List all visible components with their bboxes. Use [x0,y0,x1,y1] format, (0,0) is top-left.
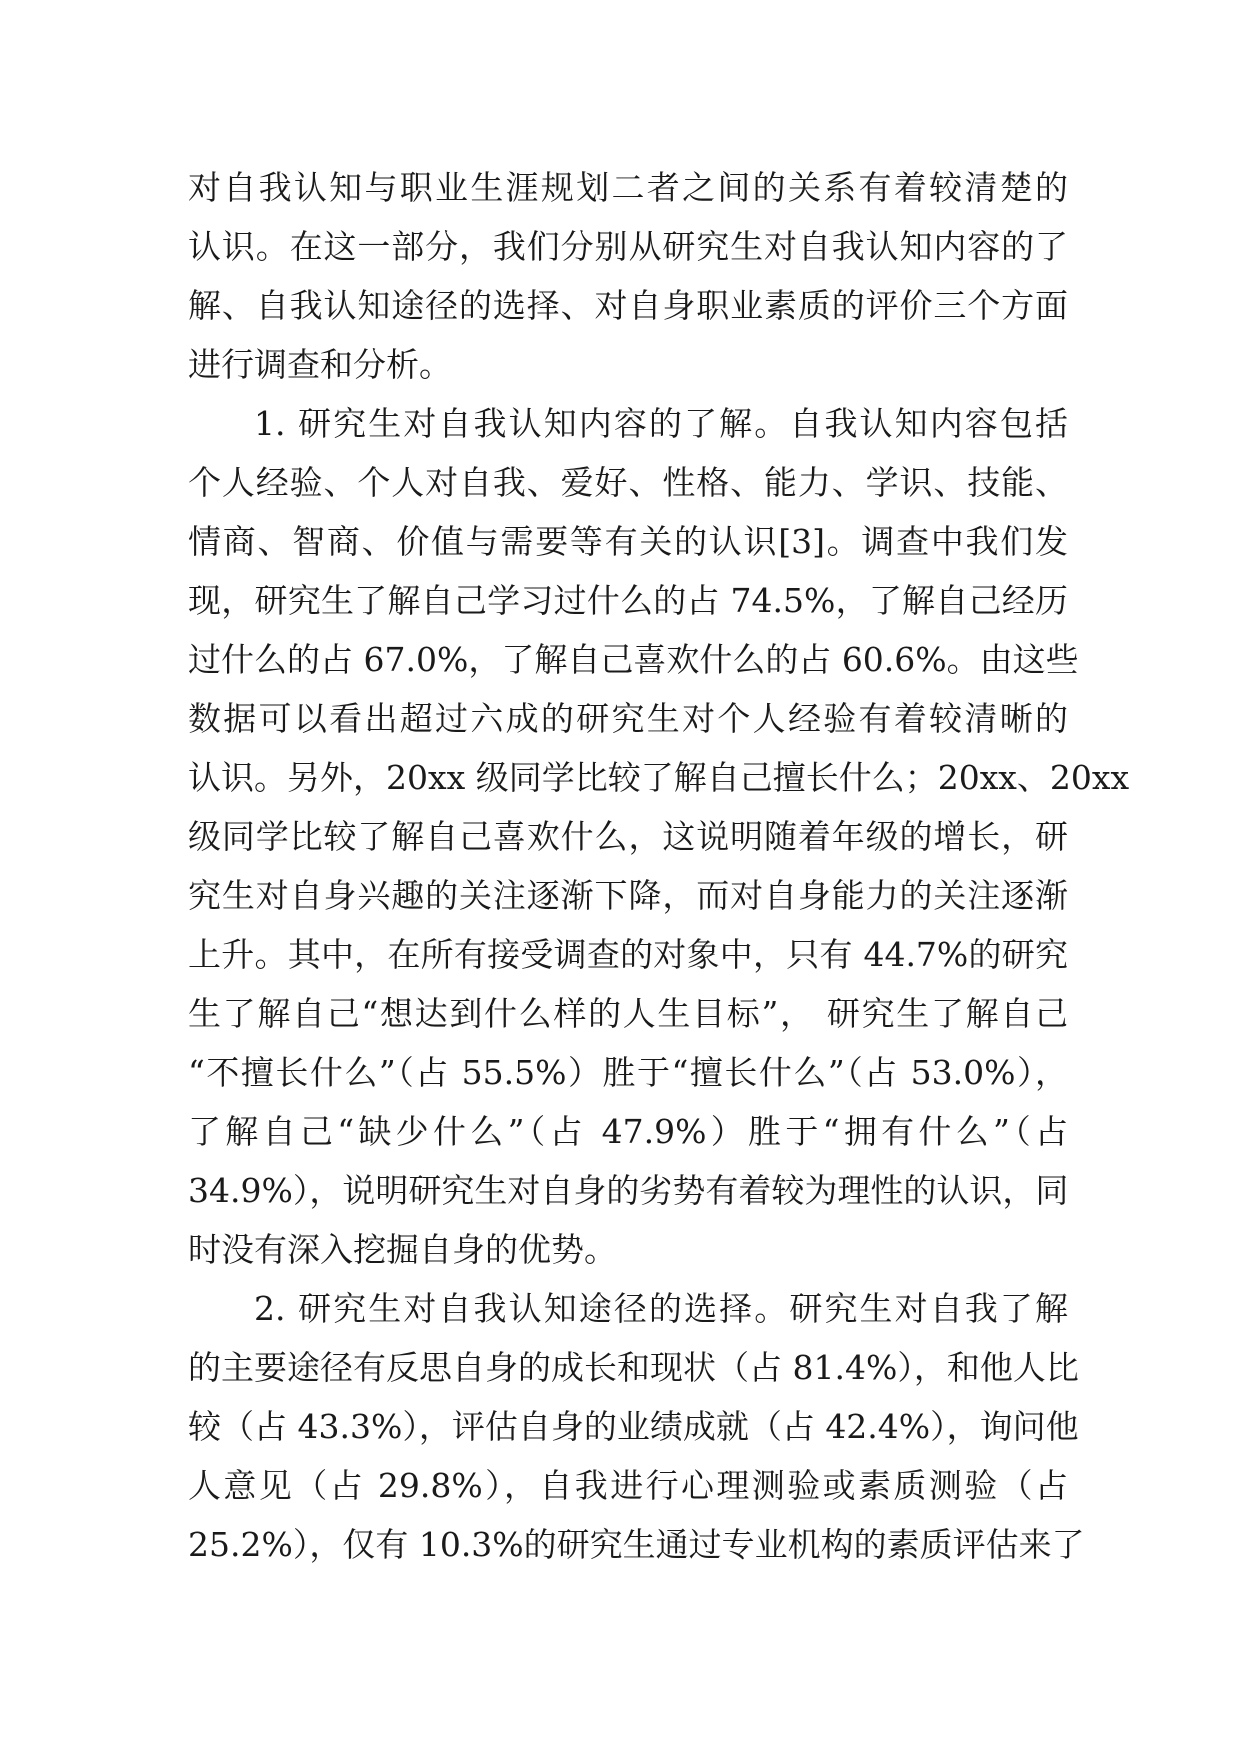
text-line: 34.9%），说明研究生对自身的劣势有着较为理性的认识，同 [188,1171,1069,1210]
text-line: 过什么的占 67.0%，了解自己喜欢什么的占 60.6%。由这些 [188,640,1079,679]
text-line: 级同学比较了解自己喜欢什么，这说明随着年级的增长，研 [188,817,1068,856]
text-line: 对自我认知与职业生涯规划二者之间的关系有着较清楚的 [188,168,1068,207]
text-line: 情商、智商、价值与需要等有关的认识[3]。调查中我们发 [188,522,1068,561]
text-line: 较（占 43.3%），评估自身的业绩成就（占 42.4%），询问他 [188,1407,1079,1446]
text-line: 的主要途径有反思自身的成长和现状（占 81.4%），和他人比 [188,1348,1079,1387]
text-line: 认识。另外，20xx 级同学比较了解自己擅长什么；20xx、20xx [188,758,1130,797]
text-line: 25.2%），仅有 10.3%的研究生通过专业机构的素质评估来了 [188,1525,1085,1564]
paragraph-end-line: 进行调查和分析。 [188,345,452,384]
section-heading-line: 1. 研究生对自我认知内容的了解。自我认知内容包括 [254,404,1068,443]
text-line: 个人经验、个人对自我、爱好、性格、能力、学识、技能、 [188,463,1068,502]
text-line: 了解自己“缺少什么”（占 47.9%）胜于“拥有什么”（占 [188,1112,1068,1151]
text-line: 究生对自身兴趣的关注逐渐下降，而对自身能力的关注逐渐 [188,876,1068,915]
text-line: 认识。在这一部分，我们分别从研究生对自我认知内容的了 [188,227,1068,266]
text-line: 生了解自己“想达到什么样的人生目标”， 研究生了解自己 [188,994,1068,1033]
text-line: 现，研究生了解自己学习过什么的占 74.5%，了解自己经历 [188,581,1068,620]
text-line: “不擅长什么”（占 55.5%）胜于“擅长什么”（占 53.0%）， [188,1053,1068,1092]
text-line: 解、自我认知途径的选择、对自身职业素质的评价三个方面 [188,286,1068,325]
text-line: 人意见（占 29.8%），自我进行心理测验或素质测验（占 [188,1466,1068,1505]
section-heading-line: 2. 研究生对自我认知途径的选择。研究生对自我了解 [254,1289,1068,1328]
body-text [188,158,1130,1574]
text-line: 上升。其中，在所有接受调查的对象中，只有 44.7%的研究 [188,935,1068,974]
text-line: 数据可以看出超过六成的研究生对个人经验有着较清晰的 [188,699,1068,738]
paragraph-end-line: 时没有深入挖掘自身的优势。 [188,1230,617,1269]
